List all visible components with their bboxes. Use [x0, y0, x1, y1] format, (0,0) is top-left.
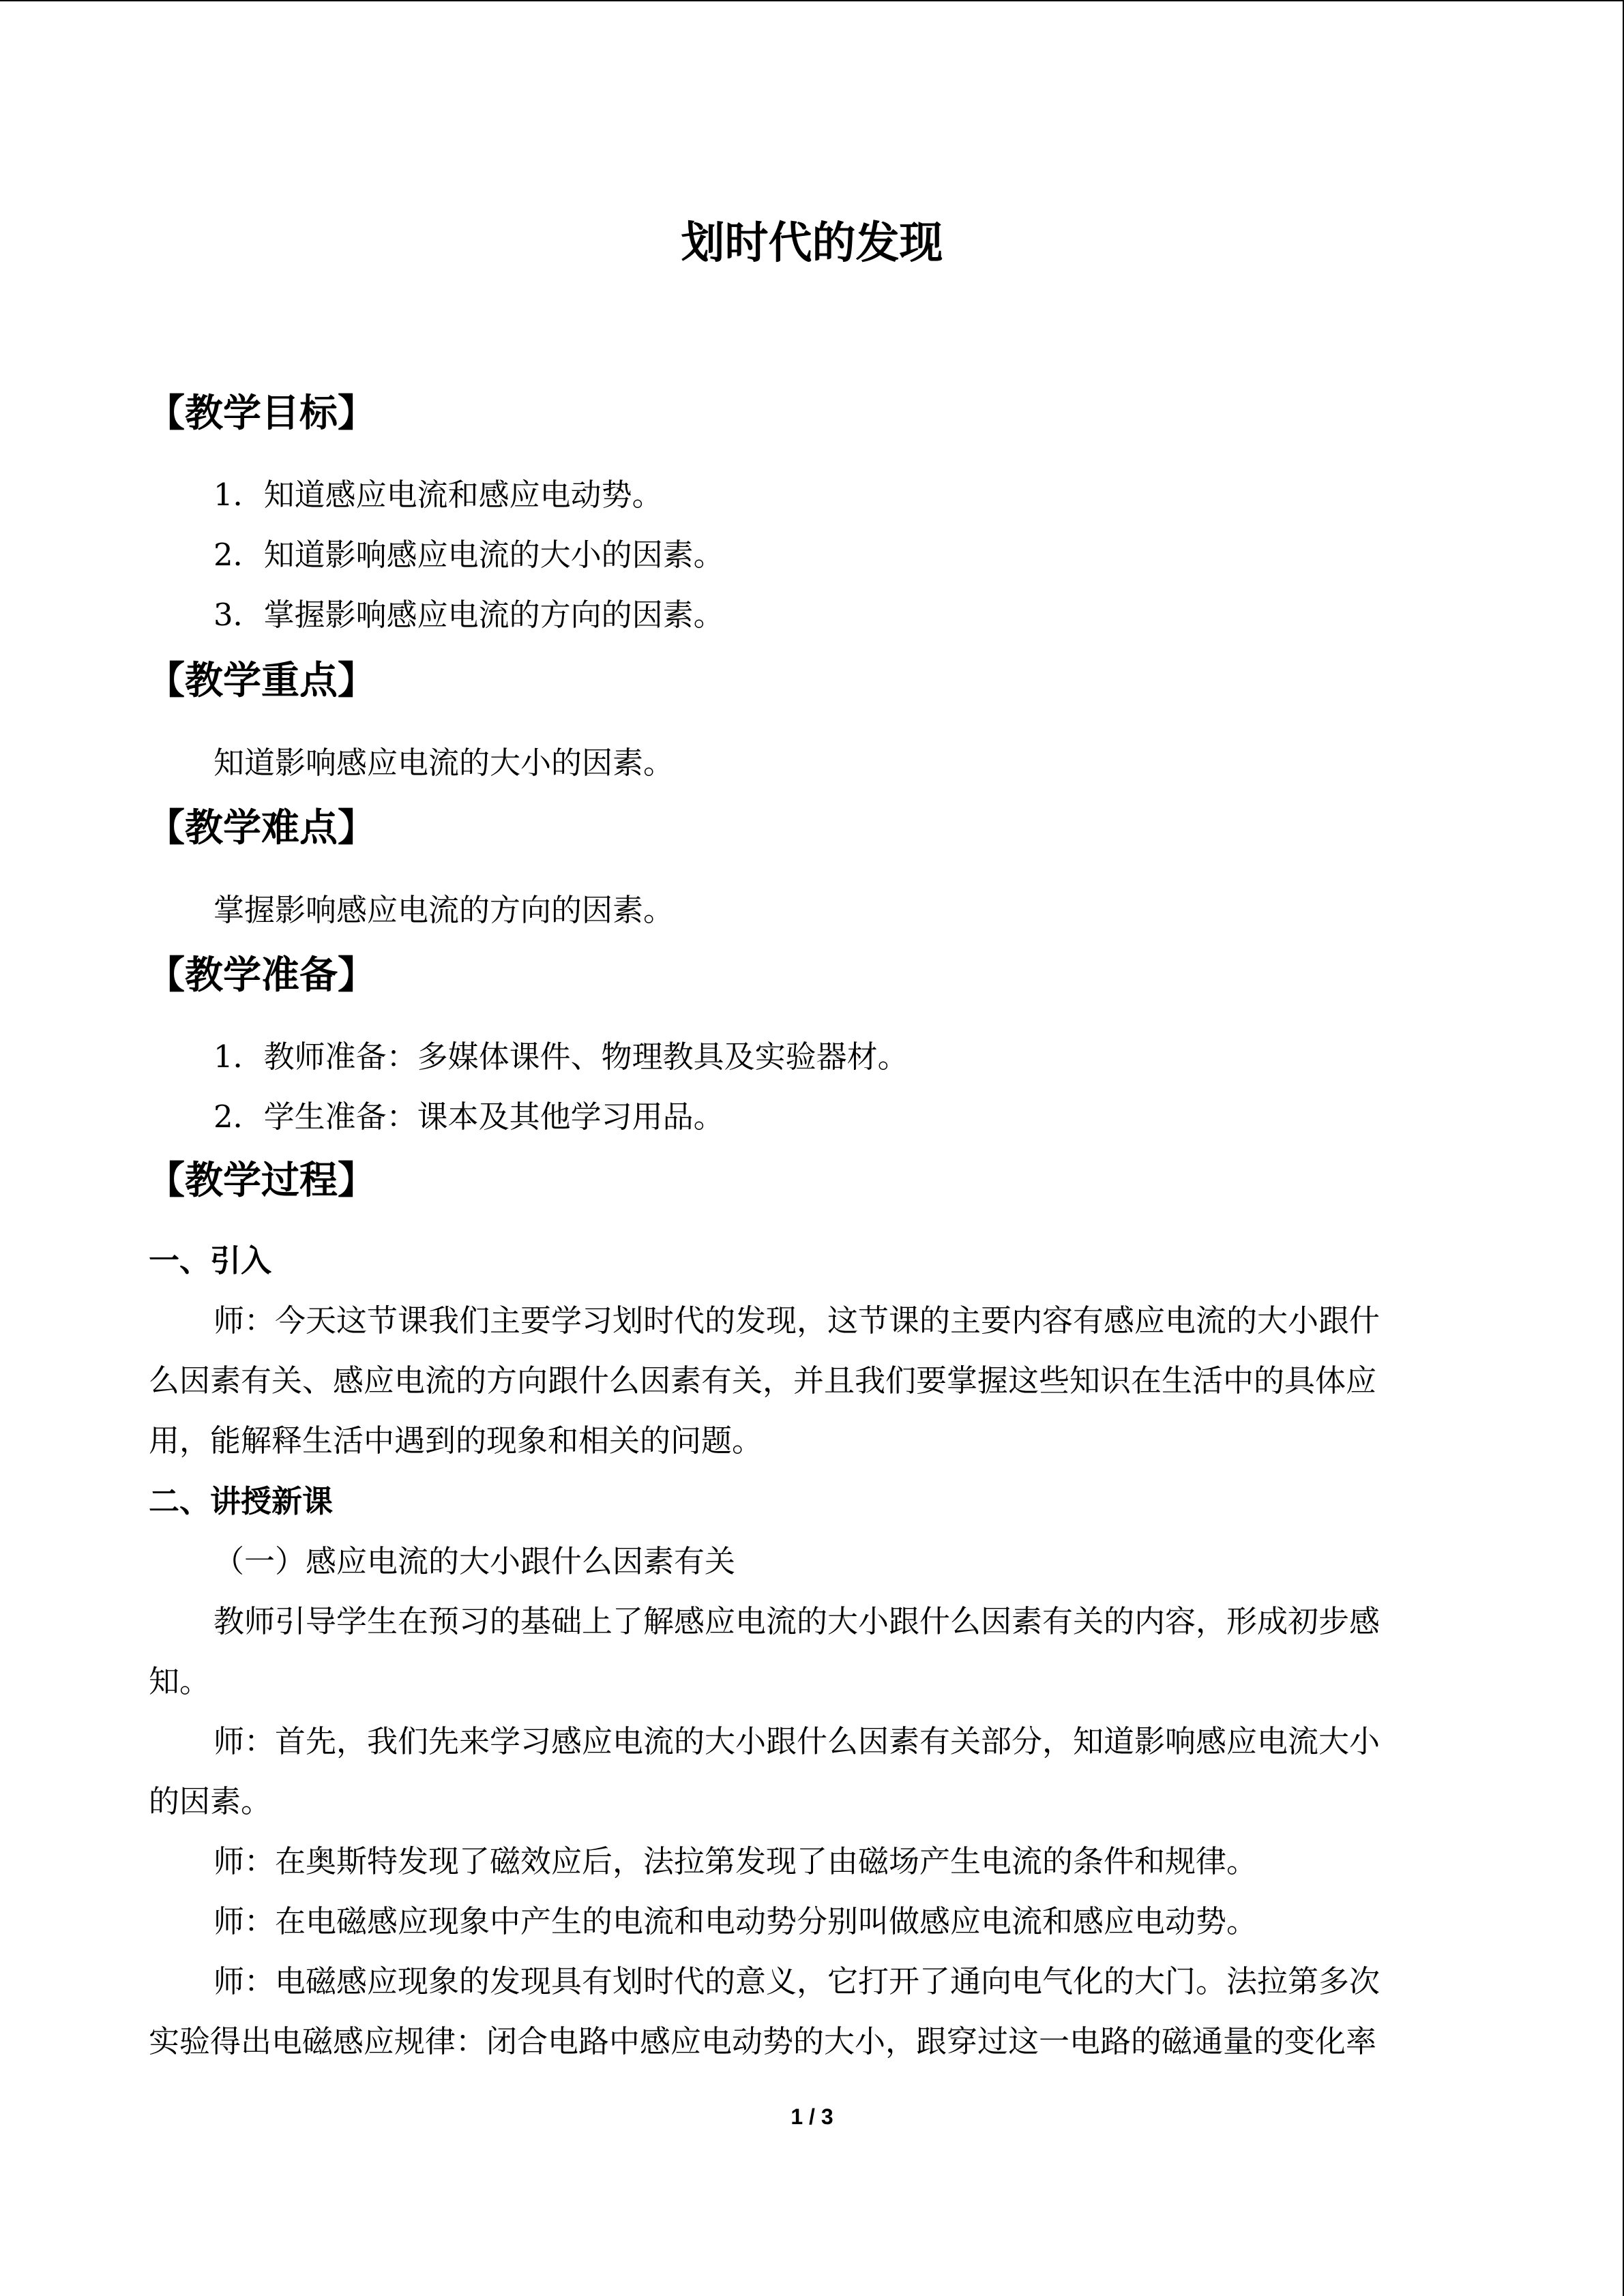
heading-preparation: 【教学准备】 — [147, 953, 376, 998]
lesson-line-8: 实验得出电磁感应规律：闭合电路中感应电动势的大小，跟穿过这一电路的磁通量的变化率 — [149, 2023, 1377, 2059]
key-points-text: 知道影响感应电流的大小的因素。 — [213, 745, 675, 781]
preparation-item-2: 2．学生准备：课本及其他学习用品。 — [213, 1099, 724, 1135]
objective-item-1: 1．知道感应电流和感应电动势。 — [213, 477, 663, 513]
lesson-line-3: 师：首先，我们先来学习感应电流的大小跟什么因素有关部分，知道影响感应电流大小 — [213, 1723, 1381, 1759]
lesson-line-5: 师：在奥斯特发现了磁效应后，法拉第发现了由磁场产生电流的条件和规律。 — [213, 1843, 1258, 1879]
heading-objectives: 【教学目标】 — [147, 391, 376, 436]
intro-line-3: 用，能解释生活中遇到的现象和相关的问题。 — [149, 1422, 763, 1459]
objective-item-2: 2．知道影响感应电流的大小的因素。 — [213, 537, 724, 573]
preparation-item-1: 1．教师准备：多媒体课件、物理教具及实验器材。 — [213, 1039, 909, 1075]
lesson-line-1: 教师引导学生在预习的基础上了解感应电流的大小跟什么因素有关的内容，形成初步感 — [213, 1603, 1381, 1639]
part1-title: （一）感应电流的大小跟什么因素有关 — [213, 1543, 736, 1579]
page-number: 1 / 3 — [791, 2104, 833, 2129]
subheading-intro: 一、引入 — [149, 1242, 272, 1279]
heading-key-points: 【教学重点】 — [147, 659, 376, 703]
lesson-line-6: 师：在电磁感应现象中产生的电流和电动势分别叫做感应电流和感应电动势。 — [213, 1903, 1258, 1939]
intro-line-1: 师：今天这节课我们主要学习划时代的发现，这节课的主要内容有感应电流的大小跟什 — [213, 1302, 1381, 1339]
document-title: 划时代的发现 — [681, 218, 943, 269]
heading-process: 【教学过程】 — [147, 1159, 376, 1203]
intro-line-2: 么因素有关、感应电流的方向跟什么因素有关，并且我们要掌握这些知识在生活中的具体应 — [149, 1362, 1377, 1399]
lesson-line-4: 的因素。 — [149, 1783, 272, 1819]
heading-difficulties: 【教学难点】 — [147, 806, 376, 850]
lesson-line-2: 知。 — [149, 1663, 211, 1699]
objective-item-3: 3．掌握影响感应电流的方向的因素。 — [213, 597, 724, 633]
difficulties-text: 掌握影响感应电流的方向的因素。 — [213, 892, 675, 928]
subheading-new-lesson: 二、讲授新课 — [149, 1483, 334, 1519]
lesson-line-7: 师：电磁感应现象的发现具有划时代的意义，它打开了通向电气化的大门。法拉第多次 — [213, 1963, 1381, 1999]
